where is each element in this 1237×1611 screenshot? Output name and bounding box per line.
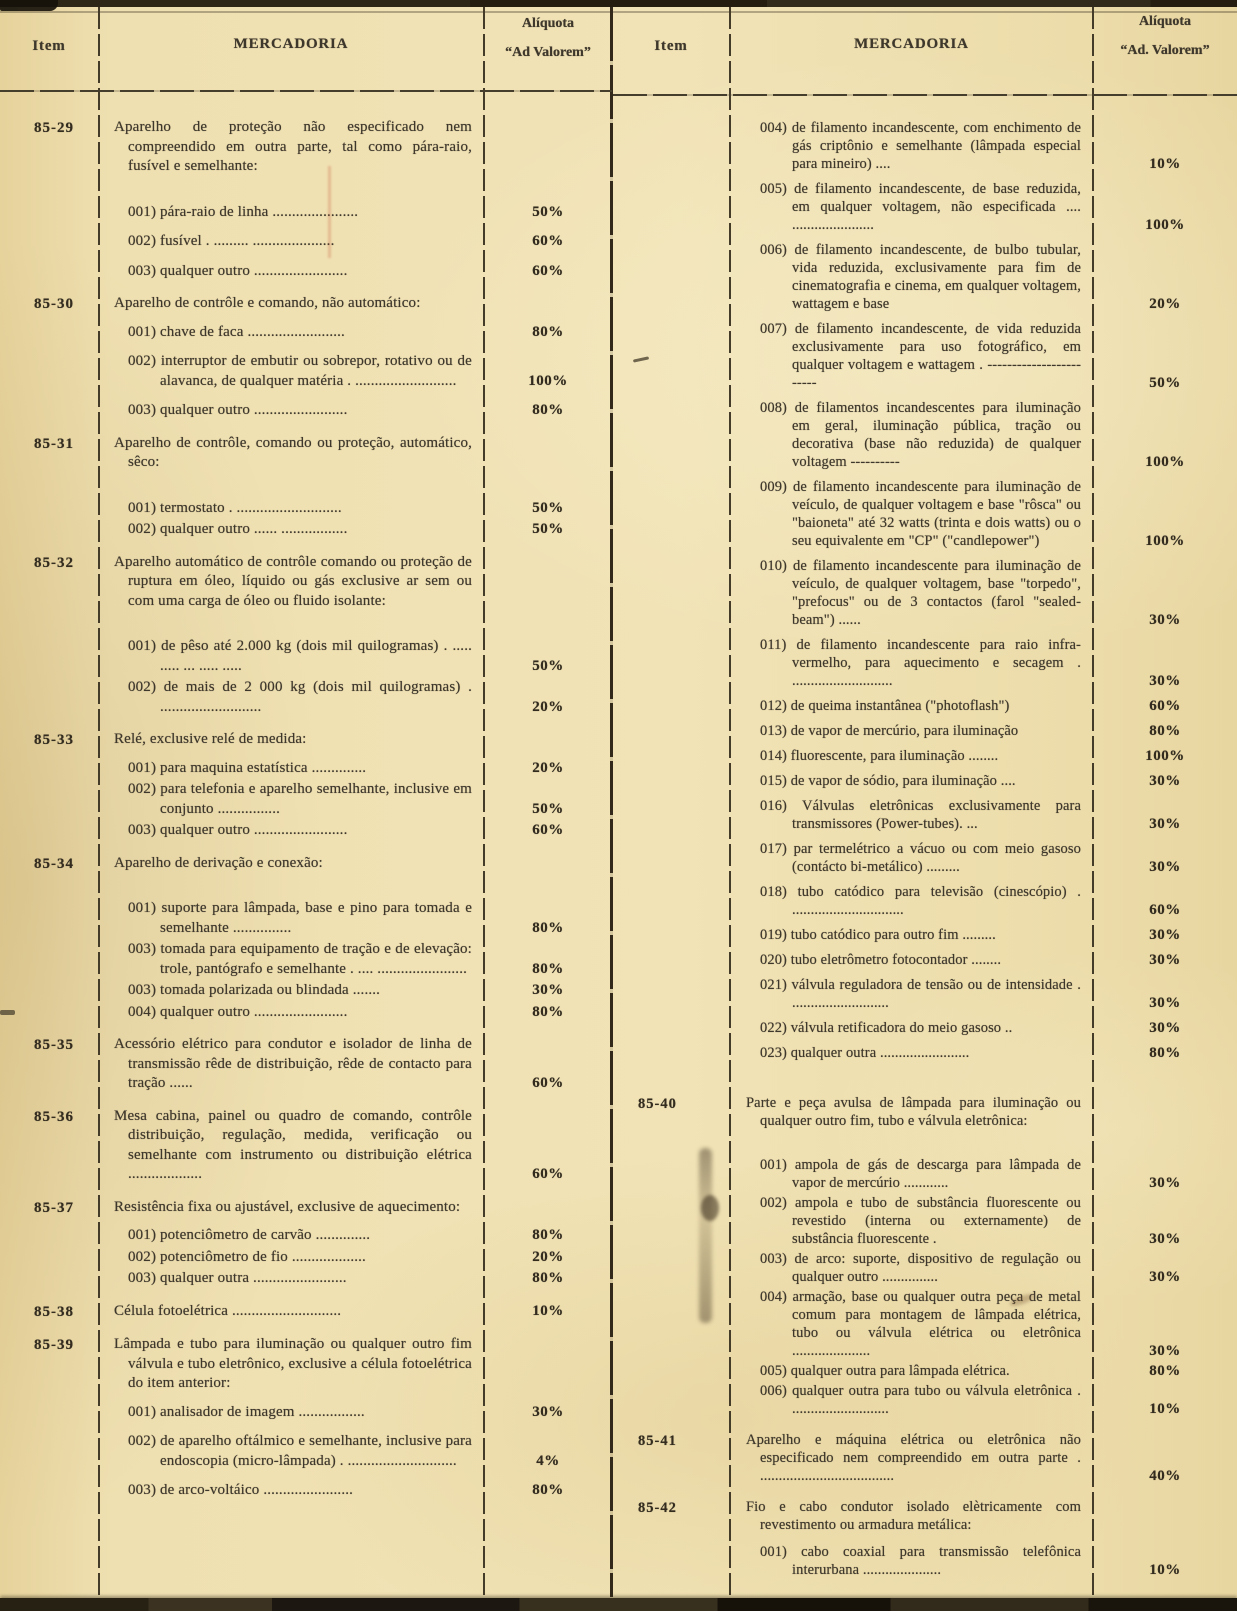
merchandise-text: 002) qualquer outro ...... ................. bbox=[128, 521, 348, 537]
item-number bbox=[612, 112, 730, 1062]
merchandise-text: Mesa cabina, painel ou quadro de comando, contrôle distribuição, regulação, medida, verificação ou semelhante com instrumento ou distribuição elétrica ................... bbox=[114, 1107, 472, 1182]
merchandise-text: Célula fotoelétrica ............................ bbox=[114, 1302, 342, 1319]
tariff-entry bbox=[0, 1107, 612, 1185]
merchandise-text: Relé, exclusive relé de medida: bbox=[114, 731, 307, 747]
advalorem-rate: 30% bbox=[1149, 816, 1181, 832]
merchandise-text: 003) tomada polarizada ou blindada ....... bbox=[128, 982, 381, 998]
merchandise-text: 002) de aparelho oftálmico e semelhante, inclusive para endoscopia (micro-lâmpada) . ............................ bbox=[128, 1433, 472, 1469]
advalorem-rate: 30% bbox=[1149, 952, 1181, 968]
advalorem-rate: 80% bbox=[532, 960, 564, 977]
entry-body bbox=[98, 730, 612, 841]
merchandise-text: 022) válvula retificadora do meio gasoso .. bbox=[760, 1020, 1013, 1036]
advalorem-rate: 30% bbox=[1149, 859, 1181, 875]
advalorem-rate: 80% bbox=[532, 919, 564, 936]
advalorem-rate: 80% bbox=[532, 1227, 564, 1243]
right-entries bbox=[612, 112, 1237, 1592]
merchandise-text: Aparelho de derivação e conexão: bbox=[114, 854, 323, 871]
merchandise-text: Aparelho de contrôle e comando, não automático: bbox=[114, 295, 421, 311]
description-row bbox=[98, 1107, 612, 1185]
advalorem-rate: 100% bbox=[1145, 748, 1185, 764]
subitem-row bbox=[98, 637, 612, 676]
advalorem-rate: 30% bbox=[1149, 995, 1181, 1011]
subitem-row bbox=[98, 401, 612, 421]
merchandise-text: 001) cabo coaxial para transmissão telefônica interurbana ..................... bbox=[760, 1544, 1081, 1578]
advalorem-rate: 10% bbox=[1149, 1562, 1181, 1578]
description-row bbox=[98, 1302, 612, 1322]
entry-body bbox=[730, 112, 1237, 1062]
top-rule-thin bbox=[0, 11, 1237, 13]
merchandise-text: 002) interruptor de embutir ou sobrepor, rotativo ou de alavanca, de qualquer matéria . .......................... bbox=[128, 353, 472, 389]
advalorem-rate: 100% bbox=[1145, 533, 1185, 549]
entry-body bbox=[98, 1302, 612, 1323]
advalorem-rate: 100% bbox=[1145, 454, 1185, 470]
merchandise-text: 001) analisador de imagem ................. bbox=[128, 1403, 365, 1420]
merchandise-text: 001) de pêso até 2.000 kg (dois mil quilogramas) . ..... ..... ... ..... ..... bbox=[128, 638, 472, 674]
merchandise-text: 014) fluorescente, para iluminação ........ bbox=[760, 748, 999, 764]
left-header-aliquota-line2: “Ad Valorem” bbox=[505, 45, 591, 60]
tariff-entry bbox=[612, 1498, 1237, 1579]
advalorem-rate: 30% bbox=[532, 982, 564, 998]
merchandise-text: 016) Válvulas eletrônicas exclusivamente para transmissores (Power-tubes). ... bbox=[760, 798, 1081, 832]
entry-body bbox=[730, 1498, 1237, 1579]
advalorem-rate: 50% bbox=[532, 499, 564, 516]
merchandise-text: 006) de filamento incandescente, de bulbo tubular, vida reduzida, exclusivamente para fim de cinematografia e cinema, em qualquer voltagem, wattagem e base bbox=[760, 242, 1081, 312]
tariff-entry bbox=[0, 118, 612, 281]
advalorem-rate: 50% bbox=[532, 657, 564, 674]
merchandise-text: 001) termostato . ........................... bbox=[128, 499, 342, 516]
merchandise-text: Aparelho de contrôle, comando ou proteção, automático, sêco: bbox=[114, 434, 472, 470]
subitem-row bbox=[730, 1044, 1237, 1062]
left-header-mercadoria: MERCADORIA bbox=[233, 36, 349, 52]
tariff-entry bbox=[0, 1035, 612, 1094]
merchandise-text: 015) de vapor de sódio, para iluminação .... bbox=[760, 773, 1016, 789]
advalorem-rate: 30% bbox=[532, 1403, 564, 1420]
item-number: 85-34 bbox=[34, 855, 74, 872]
advalorem-rate: 30% bbox=[1149, 1175, 1181, 1191]
advalorem-rate: 50% bbox=[532, 800, 564, 817]
left-entries bbox=[0, 118, 612, 1514]
left-header-aliquota bbox=[484, 16, 612, 61]
tariff-entry bbox=[0, 1335, 612, 1501]
description-row bbox=[98, 854, 612, 874]
subitem-row bbox=[98, 1226, 612, 1246]
subitem-row bbox=[98, 780, 612, 819]
advalorem-rate: 50% bbox=[1149, 375, 1181, 391]
tariff-entry bbox=[0, 1198, 612, 1289]
entry-body bbox=[730, 1094, 1237, 1418]
tariff-entry bbox=[0, 434, 612, 540]
subitem-row bbox=[98, 1003, 612, 1023]
merchandise-text: 021) válvula reguladora de tensão ou de intensidade . .......................... bbox=[760, 977, 1081, 1011]
merchandise-text: 003) qualquer outro ........................ bbox=[128, 822, 348, 838]
merchandise-text: Resistência fixa ou ajustável, exclusive de aquecimento: bbox=[114, 1198, 461, 1215]
merchandise-text: 003) tomada para equipamento de tração e de elevação: trole, pantógrafo e semelhante . .... ....................... bbox=[128, 941, 472, 977]
advalorem-rate: 30% bbox=[1149, 673, 1181, 689]
subitem-row bbox=[98, 499, 612, 519]
right-header-rule bbox=[613, 94, 1237, 96]
subitem-row bbox=[98, 1481, 612, 1501]
merchandise-text: 019) tubo catódico para outro fim ......... bbox=[760, 927, 996, 943]
advalorem-rate: 30% bbox=[1149, 773, 1181, 789]
left-header-aliquota-line1: Alíquota bbox=[521, 16, 575, 31]
subitem-row bbox=[730, 1194, 1237, 1248]
merchandise-text: 001) potenciômetro de carvão .............. bbox=[128, 1227, 371, 1243]
merchandise-text: 004) de filamento incandescente, com enchimento de gás criptônio e semelhante (lâmpada especial para mineiro) .... bbox=[760, 120, 1081, 172]
subitem-row bbox=[730, 557, 1237, 629]
description-row bbox=[730, 1094, 1237, 1130]
merchandise-text: 003) qualquer outra ........................ bbox=[128, 1270, 347, 1286]
merchandise-text: Fio e cabo condutor isolado elètricamente com revestimento ou armadura metálica: bbox=[746, 1499, 1081, 1533]
subitem-row bbox=[730, 399, 1237, 471]
advalorem-rate: 60% bbox=[532, 262, 564, 279]
subitem-row bbox=[730, 883, 1237, 919]
advalorem-rate: 50% bbox=[532, 521, 564, 537]
subitem-row bbox=[98, 232, 612, 252]
merchandise-text: 023) qualquer outra ........................ bbox=[760, 1045, 970, 1061]
advalorem-rate: 30% bbox=[1149, 1020, 1181, 1036]
subitem-row bbox=[98, 981, 612, 1001]
description-row bbox=[98, 1335, 612, 1394]
tariff-entry bbox=[612, 112, 1237, 1062]
advalorem-rate: 30% bbox=[1149, 927, 1181, 943]
merchandise-text: 003) de arco: suporte, dispositivo de regulação ou qualquer outro ............... bbox=[760, 1251, 1081, 1285]
advalorem-rate: 80% bbox=[532, 1482, 564, 1498]
entry-body bbox=[98, 854, 612, 1023]
subitem-row bbox=[98, 352, 612, 391]
advalorem-rate: 80% bbox=[1149, 723, 1181, 739]
merchandise-text: 002) potenciômetro de fio ................... bbox=[128, 1248, 366, 1265]
merchandise-text: 002) ampola e tubo de substância fluorescente ou revestido (interna ou externamente) de substância fluorescente . bbox=[760, 1195, 1081, 1247]
item-number: 85-38 bbox=[34, 1303, 74, 1320]
advalorem-rate: 10% bbox=[532, 1302, 564, 1319]
subitem-row bbox=[730, 747, 1237, 765]
entry-body bbox=[730, 1431, 1237, 1485]
subitem-row bbox=[730, 1362, 1237, 1380]
right-header-item: Item bbox=[654, 38, 688, 54]
advalorem-rate: 60% bbox=[532, 233, 564, 249]
subitem-row bbox=[730, 119, 1237, 173]
merchandise-text: 001) para maquina estatística .............. bbox=[128, 759, 367, 776]
advalorem-rate: 100% bbox=[528, 372, 568, 389]
tariff-entry bbox=[0, 553, 612, 718]
merchandise-text: 017) par termelétrico a vácuo ou com meio gasoso (contácto bi-metálico) ......... bbox=[760, 841, 1081, 875]
subitem-row bbox=[98, 1248, 612, 1268]
subitem-row bbox=[730, 722, 1237, 740]
subitem-row bbox=[730, 926, 1237, 944]
description-row bbox=[98, 1035, 612, 1094]
advalorem-rate: 30% bbox=[1149, 1343, 1181, 1359]
merchandise-text: 005) qualquer outra para lâmpada elétrica. bbox=[760, 1363, 1010, 1379]
subitem-row bbox=[98, 940, 612, 979]
subitem-row bbox=[730, 697, 1237, 715]
merchandise-text: 001) ampola de gás de descarga para lâmpada de vapor de mercúrio ............ bbox=[760, 1157, 1081, 1191]
subitem-row bbox=[98, 203, 612, 223]
description-row bbox=[98, 1198, 612, 1218]
merchandise-text: 003) qualquer outro ........................ bbox=[128, 402, 348, 418]
description-row bbox=[730, 1431, 1237, 1485]
right-header-aliquota-line2: “Ad. Valorem” bbox=[1120, 43, 1210, 58]
tariff-entry bbox=[612, 1094, 1237, 1418]
advalorem-rate: 4% bbox=[536, 1452, 560, 1469]
advalorem-rate: 40% bbox=[1149, 1468, 1181, 1484]
merchandise-text: 001) suporte para lâmpada, base e pino para tomada e semelhante ............... bbox=[128, 900, 472, 936]
item-number: 85-33 bbox=[34, 732, 74, 748]
advalorem-rate: 20% bbox=[532, 759, 564, 776]
advalorem-rate: 30% bbox=[1149, 1269, 1181, 1285]
right-header-aliquota bbox=[1093, 14, 1237, 59]
subitem-row bbox=[730, 976, 1237, 1012]
left-header-item: Item bbox=[32, 38, 66, 54]
merchandise-text: Aparelho automático de contrôle comando ou proteção de ruptura em óleo, líquido ou gás exclusive ar sem ou com uma carga de óleo ou fluido isolante: bbox=[114, 553, 472, 609]
item-number: 85-37 bbox=[34, 1199, 74, 1216]
subitem-row bbox=[98, 1269, 612, 1289]
advalorem-rate: 80% bbox=[1149, 1363, 1181, 1379]
merchandise-text: Parte e peça avulsa de lâmpada para iluminação ou qualquer outro fim, tubo e válvula eletrônica: bbox=[746, 1095, 1081, 1129]
entry-body bbox=[98, 118, 612, 281]
merchandise-text: 012) de queima instantânea ("photoflash") bbox=[760, 698, 1010, 714]
subitem-row bbox=[730, 840, 1237, 876]
subitem-row bbox=[730, 1543, 1237, 1579]
merchandise-text: 001) chave de faca ......................... bbox=[128, 323, 345, 340]
advalorem-rate: 80% bbox=[1149, 1045, 1181, 1061]
merchandise-text: 004) armação, base ou qualquer outra peça de metal comum para montagem de lâmpada elétrica, tubo ou válvula elétrica ou eletrônica ..................... bbox=[760, 1289, 1081, 1359]
merchandise-text: 004) qualquer outro ........................ bbox=[128, 1003, 348, 1020]
subitem-row bbox=[730, 478, 1237, 550]
right-header-aliquota-line1: Alíquota bbox=[1138, 14, 1192, 29]
description-row bbox=[98, 434, 612, 473]
subitem-row bbox=[730, 797, 1237, 833]
entry-body bbox=[98, 294, 612, 421]
subitem-row bbox=[730, 241, 1237, 313]
merchandise-text: Aparelho de proteção não especificado nem compreendido em outra parte, tal como pára-raio, fusível e semelhante: bbox=[114, 119, 472, 174]
advalorem-rate: 50% bbox=[532, 203, 564, 220]
advalorem-rate: 80% bbox=[532, 323, 564, 340]
tariff-entry bbox=[0, 730, 612, 841]
subitem-row bbox=[730, 1250, 1237, 1286]
subitem-row bbox=[98, 262, 612, 282]
item-number: 85-42 bbox=[638, 1500, 677, 1516]
tariff-entry bbox=[0, 854, 612, 1023]
merchandise-text: 007) de filamento incandescente, de vida reduzida exclusivamente para uso fotográfico, em qualquer voltagem e wattagem . ------------------------ bbox=[760, 321, 1081, 391]
entry-body bbox=[98, 1198, 612, 1289]
subitem-row bbox=[730, 320, 1237, 392]
subitem-row bbox=[98, 759, 612, 779]
entry-body bbox=[98, 1107, 612, 1185]
subitem-row bbox=[730, 772, 1237, 790]
subitem-row bbox=[730, 1382, 1237, 1418]
advalorem-rate: 60% bbox=[532, 822, 564, 838]
merchandise-text: 009) de filamento incandescente para iluminação de veículo, de qualquer voltagem e base "rôsca" ou "baioneta" até 32 watts (trinta e dois watts) ou o seu equivalente em "CP" ("candlepower") bbox=[760, 479, 1081, 549]
subitem-row bbox=[98, 1403, 612, 1423]
merchandise-text: 003) qualquer outro ........................ bbox=[128, 262, 348, 279]
bottom-rule bbox=[0, 1598, 1237, 1611]
merchandise-text: 006) qualquer outra para tubo ou válvula eletrônica . .......................... bbox=[760, 1383, 1081, 1417]
item-number: 85-41 bbox=[638, 1433, 677, 1449]
subitem-row bbox=[98, 323, 612, 343]
advalorem-rate: 80% bbox=[532, 1003, 564, 1020]
advalorem-rate: 30% bbox=[1149, 1231, 1181, 1247]
right-header-mercadoria: MERCADORIA bbox=[854, 36, 969, 52]
advalorem-rate: 60% bbox=[532, 1166, 564, 1182]
item-number: 85-32 bbox=[34, 554, 74, 571]
left-header-rule bbox=[0, 90, 612, 92]
advalorem-rate: 60% bbox=[1149, 902, 1181, 918]
item-number: 85-40 bbox=[638, 1096, 677, 1112]
merchandise-text: 013) de vapor de mercúrio, para iluminação bbox=[760, 723, 1019, 739]
merchandise-text: 002) fusível . ......... ..................... bbox=[128, 233, 335, 249]
advalorem-rate: 60% bbox=[532, 1075, 564, 1091]
tariff-entry bbox=[0, 1302, 612, 1323]
merchandise-text: 020) tubo eletrômetro fotocontador ........ bbox=[760, 952, 1002, 968]
advalorem-rate: 20% bbox=[532, 698, 564, 715]
advalorem-rate: 80% bbox=[532, 1270, 564, 1286]
subitem-row bbox=[730, 1288, 1237, 1360]
entry-body bbox=[98, 1035, 612, 1094]
merchandise-text: 002) para telefonia e aparelho semelhante, inclusive em conjunto ................ bbox=[128, 781, 472, 817]
item-number: 85-31 bbox=[34, 435, 74, 452]
entry-body bbox=[98, 1335, 612, 1501]
advalorem-rate: 20% bbox=[532, 1248, 564, 1265]
item-number: 85-35 bbox=[34, 1037, 74, 1053]
merchandise-text: 002) de mais de 2 000 kg (dois mil quilogramas) . .......................... bbox=[128, 679, 472, 715]
advalorem-rate: 100% bbox=[1145, 217, 1185, 233]
advalorem-rate: 10% bbox=[1149, 1401, 1181, 1417]
subitem-row bbox=[98, 678, 612, 717]
description-row bbox=[98, 730, 612, 750]
merchandise-text: Lâmpada e tubo para iluminação ou qualquer outro fim válvula e tubo eletrônico, exclusive a célula fotoelétrica do item anterior: bbox=[114, 1336, 472, 1391]
merchandise-text: 011) de filamento incandescente para raio infra-vermelho, para aquecimento e secagem . ........................... bbox=[760, 637, 1081, 689]
tariff-entry bbox=[612, 1431, 1237, 1485]
merchandise-text: Aparelho e máquina elétrica ou eletrônica não especificado nem compreendido em outra parte . .................................... bbox=[746, 1432, 1081, 1484]
merchandise-text: 008) de filamentos incandescentes para iluminação em geral, iluminação pública, tração ou decorativa (base não reduzida) de qualquer voltagem ---------- bbox=[760, 400, 1081, 470]
subitem-row bbox=[730, 951, 1237, 969]
merchandise-text: 003) de arco-voltáico ....................... bbox=[128, 1482, 354, 1498]
advalorem-rate: 10% bbox=[1149, 156, 1181, 172]
advalorem-rate: 80% bbox=[532, 402, 564, 418]
advalorem-rate: 20% bbox=[1149, 296, 1181, 312]
description-row bbox=[98, 553, 612, 612]
description-row bbox=[98, 294, 612, 314]
subitem-row bbox=[98, 1432, 612, 1471]
description-row bbox=[730, 1498, 1237, 1534]
description-row bbox=[98, 118, 612, 177]
entry-body bbox=[98, 553, 612, 718]
merchandise-text: Acessório elétrico para condutor e isolador de linha de transmissão rêde de distribuição, rêde de contacto para tração ...... bbox=[114, 1036, 472, 1091]
subitem-row bbox=[730, 1019, 1237, 1037]
top-rule bbox=[0, 0, 1237, 7]
item-number: 85-36 bbox=[34, 1108, 74, 1125]
advalorem-rate: 30% bbox=[1149, 612, 1181, 628]
merchandise-text: 018) tubo catódico para televisão (cinescópio) . .............................. bbox=[760, 884, 1081, 918]
tariff-entry bbox=[0, 294, 612, 421]
subitem-row bbox=[98, 520, 612, 540]
subitem-row bbox=[730, 1156, 1237, 1192]
merchandise-text: 010) de filamento incandescente para iluminação de veículo, de qualquer voltagem, base "torpedo", "prefocus" ou de 3 contactos (farol "sealed-beam") ...... bbox=[760, 558, 1081, 628]
subitem-row bbox=[730, 636, 1237, 690]
subitem-row bbox=[730, 180, 1237, 234]
entry-body bbox=[98, 434, 612, 540]
item-number: 85-29 bbox=[34, 120, 74, 136]
merchandise-text: 001) pára-raio de linha ...................... bbox=[128, 203, 359, 220]
item-number: 85-30 bbox=[34, 296, 74, 312]
subitem-row bbox=[98, 821, 612, 841]
subitem-row bbox=[98, 899, 612, 938]
item-number: 85-39 bbox=[34, 1337, 74, 1353]
advalorem-rate: 60% bbox=[1149, 698, 1181, 714]
merchandise-text: 005) de filamento incandescente, de base reduzida, em qualquer voltagem, não especificada .... ...................... bbox=[760, 181, 1081, 233]
